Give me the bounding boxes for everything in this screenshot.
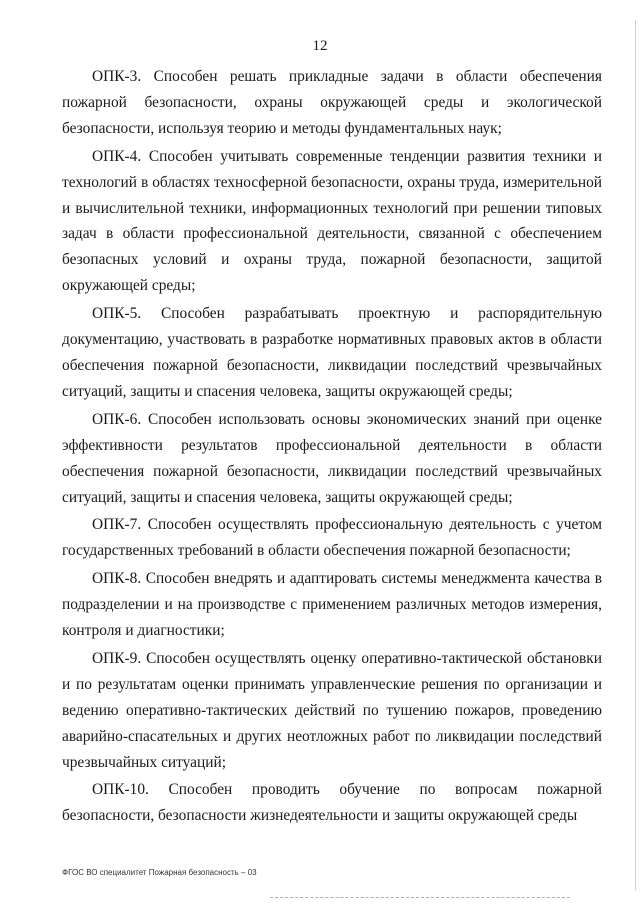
competency-text: Способен внедрять и адаптировать системы менеджмента качества в подразделении и на производстве с применением различных методов измерения, контроля и диагностики; bbox=[62, 570, 602, 640]
page-footer: ФГОС ВО специалитет Пожарная безопасность – 03 bbox=[62, 868, 257, 877]
competency-text: Способен осуществлять профессиональную деятельность с учетом государственных требований в области обеспечения пожарной безопасности; bbox=[62, 516, 602, 560]
competency-paragraph bbox=[62, 64, 602, 142]
scan-bottom-dashes bbox=[270, 897, 570, 898]
competency-paragraph bbox=[62, 777, 602, 829]
competency-code: ОПК-4. bbox=[92, 147, 142, 165]
competency-paragraph bbox=[62, 566, 602, 644]
competency-text: Способен разрабатывать проектную и распорядительную документацию, участвовать в разработке нормативных правовых актов в области обеспечения пожарной безопасности, ликвидации последствий чрезвычайных ситуаций, защиты и спасения человека, защиты окружающей среды; bbox=[62, 305, 602, 400]
competency-code: ОПК-10. bbox=[92, 781, 149, 799]
competency-code: ОПК-5. bbox=[92, 305, 142, 323]
competency-paragraph bbox=[62, 301, 602, 405]
competency-text: Способен использовать основы экономических знаний при оценке эффективности результатов профессиональной деятельности в области обеспечения пожарной безопасности, ликвидации последствий чрезвычайных ситуаций, защиты и спасения человека, защиты окружающей среды; bbox=[62, 410, 602, 506]
competency-text: Способен решать прикладные задачи в области обеспечения пожарной безопасности, охраны окружающей среды и экологической безопасности, используя теорию и методы фундаментальных наук; bbox=[62, 68, 602, 137]
competency-code: ОПК-6. bbox=[92, 410, 142, 428]
competency-code: ОПК-8. bbox=[92, 570, 142, 588]
competency-text: Способен учитывать современные тенденции развития техники и технологий в областях техносферной безопасности, охраны труда, измерительной и вычислительной техники, информационных технологий при решении типовых задач в области профессиональной деятельности, связанной с обеспечением безопасных условий и охраны труда, пожарной безопасности, защитой окружающей среды; bbox=[62, 147, 602, 295]
scan-edge-line bbox=[635, 20, 636, 890]
competency-text: Способен осуществлять оценку оперативно-тактической обстановки и по результатам оценки принимать управленческие решения по организации и ведению оперативно-тактических действий по тушению пожаров, проведению аварийно-спасательных и других неотложных работ по ликвидации последствий чрезвычайных ситуаций; bbox=[62, 649, 602, 771]
competency-paragraph bbox=[62, 144, 602, 299]
page-number: 12 bbox=[312, 38, 328, 54]
competency-text: Способен проводить обучение по вопросам пожарной безопасности, безопасности жизнедеятельности и защиты окружающей среды bbox=[62, 781, 602, 825]
competency-list bbox=[62, 64, 602, 831]
competency-paragraph bbox=[62, 646, 602, 776]
competency-code: ОПК-7. bbox=[92, 516, 142, 534]
competency-code: ОПК-9. bbox=[92, 649, 142, 667]
competency-paragraph bbox=[62, 407, 602, 511]
competency-code: ОПК-3. bbox=[92, 68, 142, 85]
competency-paragraph bbox=[62, 512, 602, 564]
